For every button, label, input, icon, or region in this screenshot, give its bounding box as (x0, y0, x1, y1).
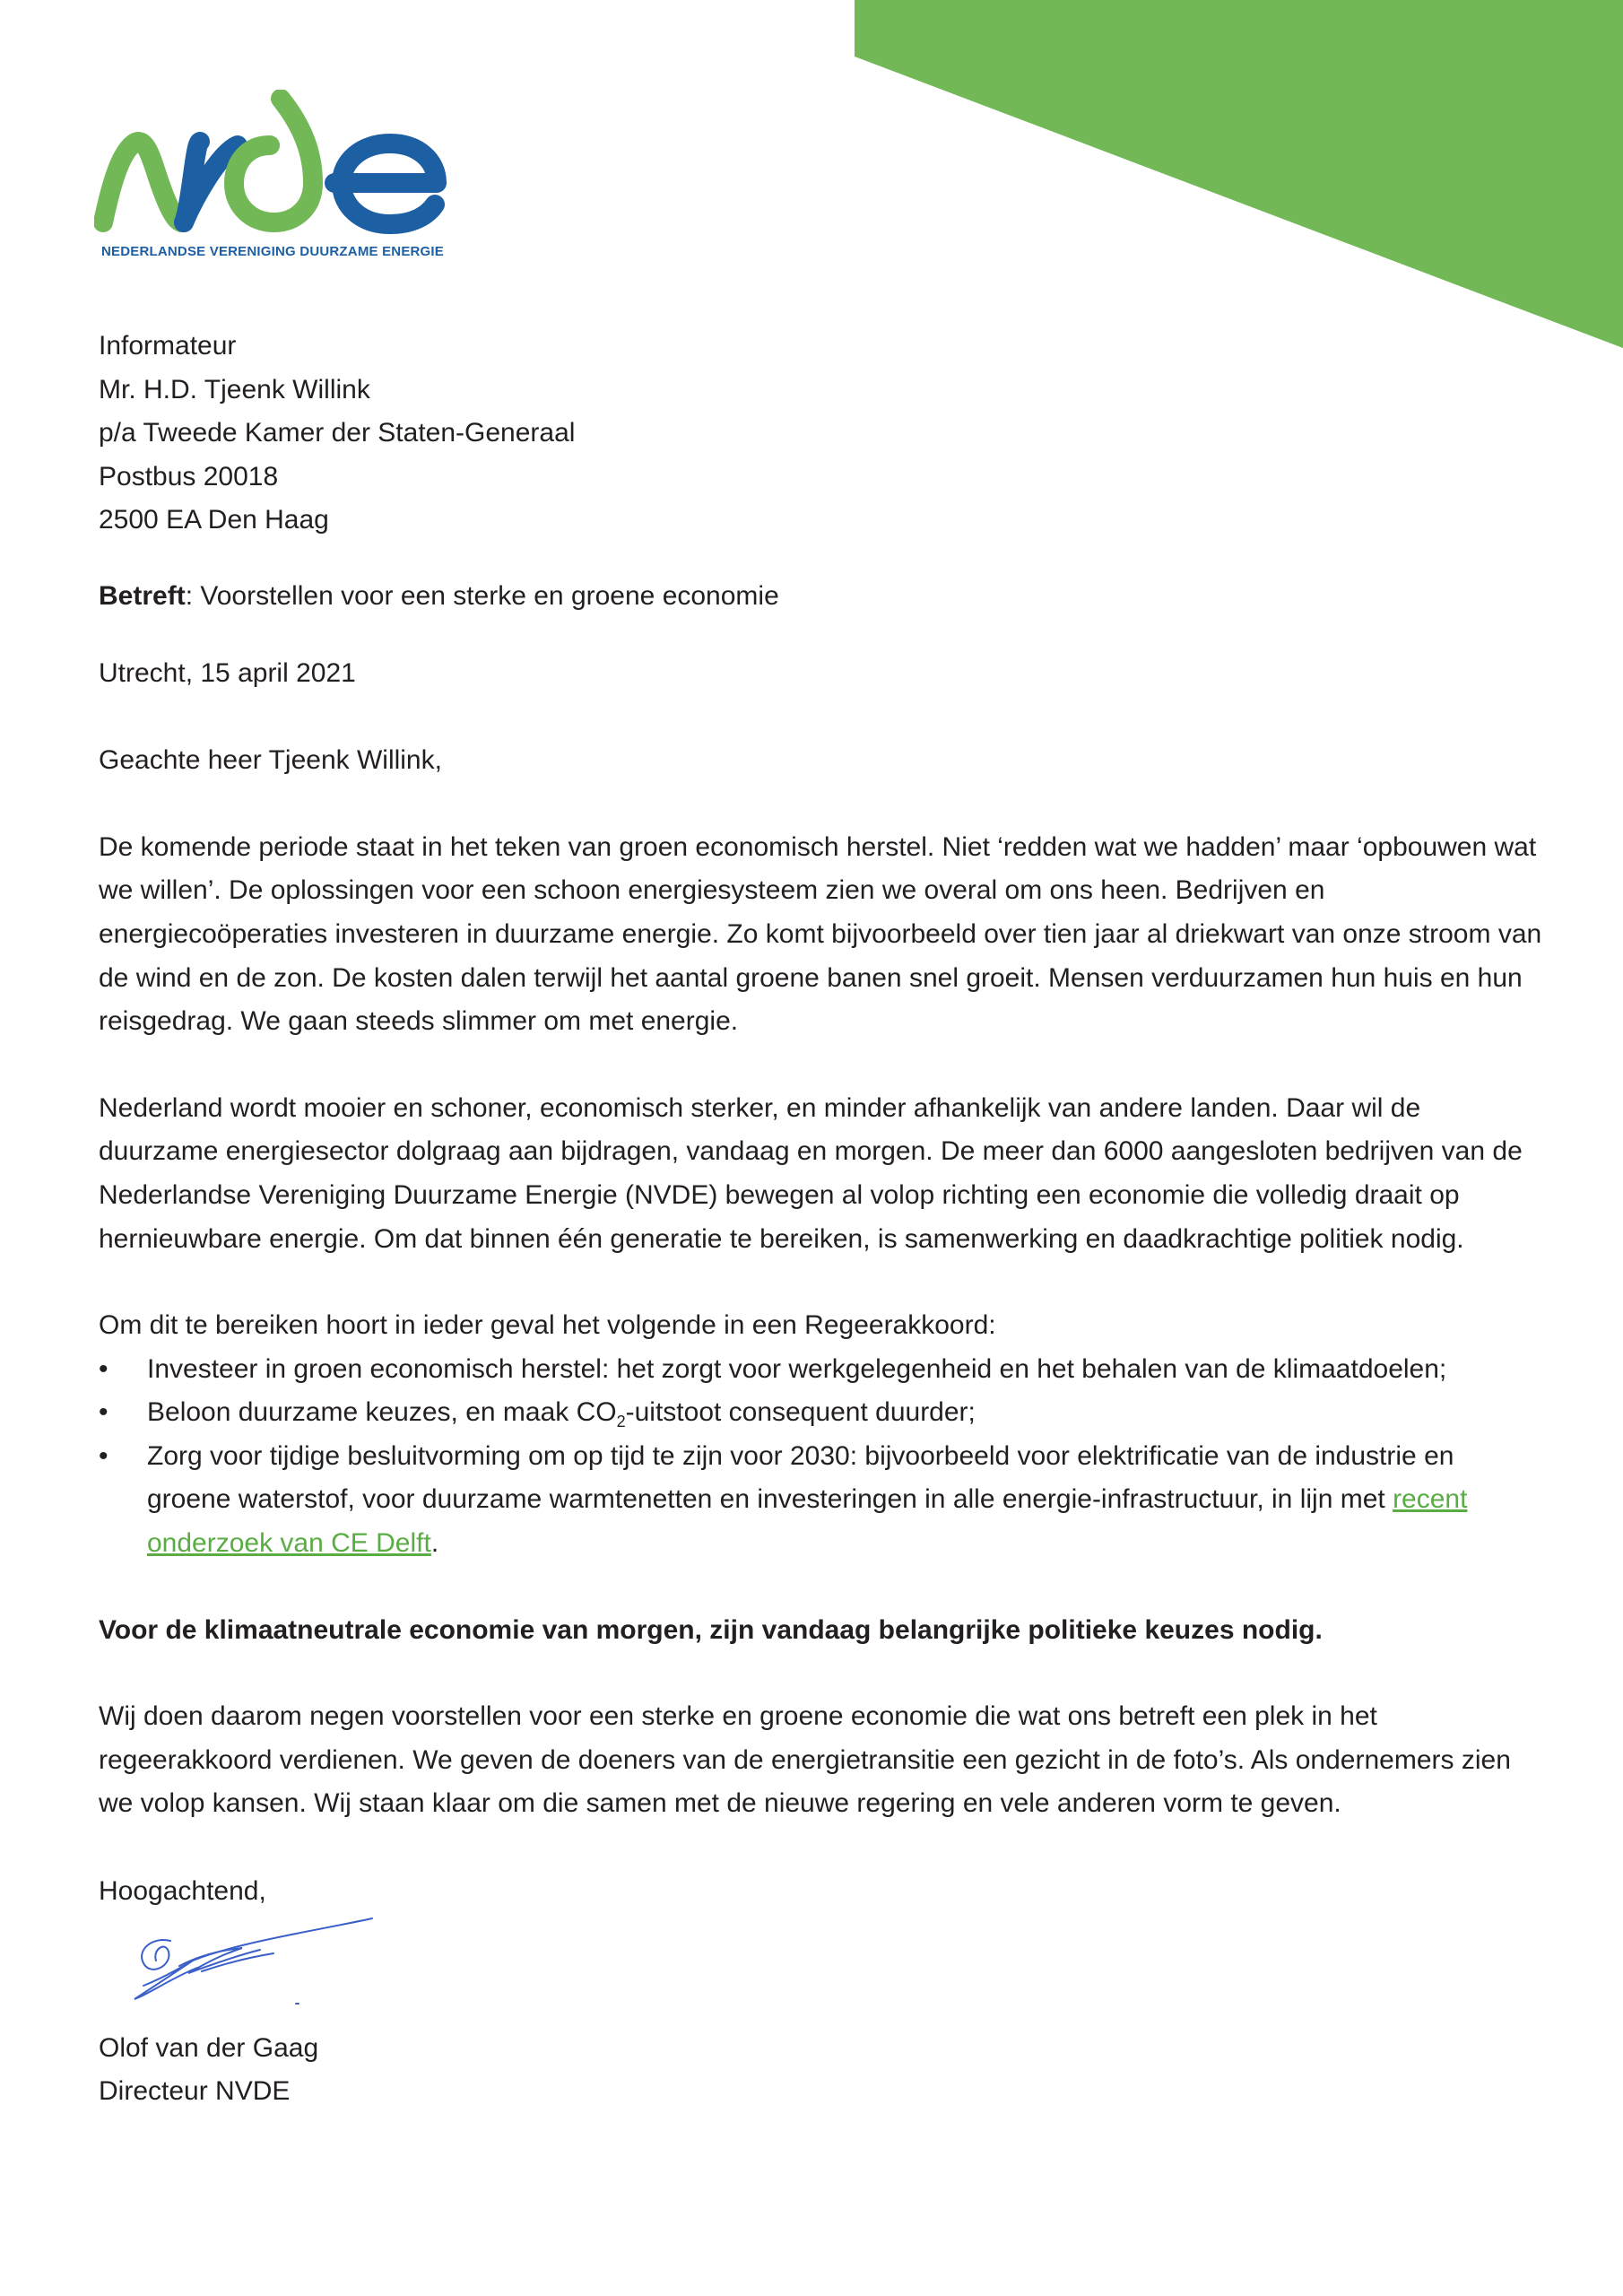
signatory-title: Directeur NVDE (99, 2076, 291, 2107)
nvde-logo (94, 90, 471, 269)
bullet-marker: • (99, 1397, 108, 1428)
subject-line (99, 575, 1542, 619)
paragraph-sector: Nederland wordt mooier en schoner, economisch sterker, en minder afhankelijk van andere landen. Daar wil de duurzame energiesector dolgraag aan bijdragen, vandaag en morgen. De meer dan 6000 aangesloten bedrijven van de Nederlandse Vereniging Duurzame Energie (NVDE) bewegen al volop richting een economie die volledig draait op hernieuwbare energie. Om dat binnen één generatie te bereiken, is samenwerking en daadkrachtige politiek nodig. (99, 1092, 1523, 1254)
paragraph-closing: Wij doen daarom negen voorstellen voor een sterke en groene economie die wat ons betreft een plek in het regeerakkoord verdienen. We geven de doeners van de energietransitie een gezicht in de foto’s. Als ondernemers zien we volop kansen. Wij staan klaar om die samen met de nieuwe regering en vele anderen vorm te geven. (99, 1701, 1511, 1819)
list-item (99, 1391, 1542, 1435)
recipient-address (99, 325, 1542, 543)
co2-subscript: 2 (616, 1413, 626, 1431)
key-statement: Voor de klimaatneutrale economie van morgen, zijn vandaag belangrijke politieke keuzes nodig. (99, 1614, 1323, 1645)
bullet-text-cont: -uitstoot consequent duurder; (625, 1397, 976, 1428)
address-line: Mr. H.D. Tjeenk Willink (99, 374, 370, 404)
address-line: 2500 EA Den Haag (99, 505, 329, 535)
bullet-marker: • (99, 1353, 108, 1384)
salutation: Geachte heer Tjeenk Willink, (99, 745, 442, 776)
ce-delft-research-link[interactable]: recent onderzoek van CE Delft (147, 1484, 1468, 1559)
bullet-marker: • (99, 1440, 108, 1471)
address-line: Informateur (99, 331, 237, 361)
proposal-list (99, 1348, 1542, 1566)
bullet-text: Zorg voor tijdige besluitvorming om op tijd te zijn voor 2030: bijvoorbeeld voor elektrificatie van de industrie en groene waterstof, voor duurzame warmtenetten en investeringen in alle energie-infrastructuur, in lijn met (147, 1440, 1454, 1515)
address-line: p/a Tweede Kamer der Staten-Generaal (99, 418, 576, 448)
subject-text: : Voorstellen voor een sterke en groene economie (185, 580, 779, 611)
paragraph-proposals-intro: Om dit te bereiken hoort in ieder geval het volgende in een Regeerakkoord: (99, 1310, 996, 1341)
letter-body (99, 325, 1542, 2114)
bullet-text: Beloon duurzame keuzes, en maak CO (147, 1397, 617, 1428)
handwritten-signature (117, 1914, 377, 2014)
list-item (99, 1435, 1542, 1566)
signatory-name: Olof van der Gaag (99, 2032, 319, 2063)
letter-date: Utrecht, 15 april 2021 (99, 657, 356, 688)
paragraph-intro: De komende periode staat in het teken van groen economisch herstel. Niet ‘redden wat we hadden’ maar ‘opbouwen wat we willen’. De oplossingen voor een schoon energiesysteem zien we overal om ons heen. Bedrijven en energiecoöperaties investeren in duurzame energie. Zo komt bijvoorbeeld over tien jaar al driekwart van onze stroom van de wind en de zon. De kosten dalen terwijl het aantal groene banen snel groeit. Mensen verduurzamen hun huis en hun reisgedrag. We gaan steeds slimmer om met energie. (99, 831, 1542, 1037)
closing-greeting: Hoogachtend, (99, 1876, 266, 1907)
logo-tagline: NEDERLANDSE VERENIGING DUURZAME ENERGIE (101, 244, 445, 259)
signature-block (99, 1870, 1542, 2114)
bullet-text-end: . (430, 1528, 439, 1559)
address-line: Postbus 20018 (99, 461, 279, 491)
subject-label: Betreft (99, 580, 186, 611)
list-item (99, 1348, 1542, 1392)
bullet-text: Investeer in groen economisch herstel: het zorgt voor werkgelegenheid en het behalen van de klimaatdoelen; (147, 1353, 1447, 1384)
